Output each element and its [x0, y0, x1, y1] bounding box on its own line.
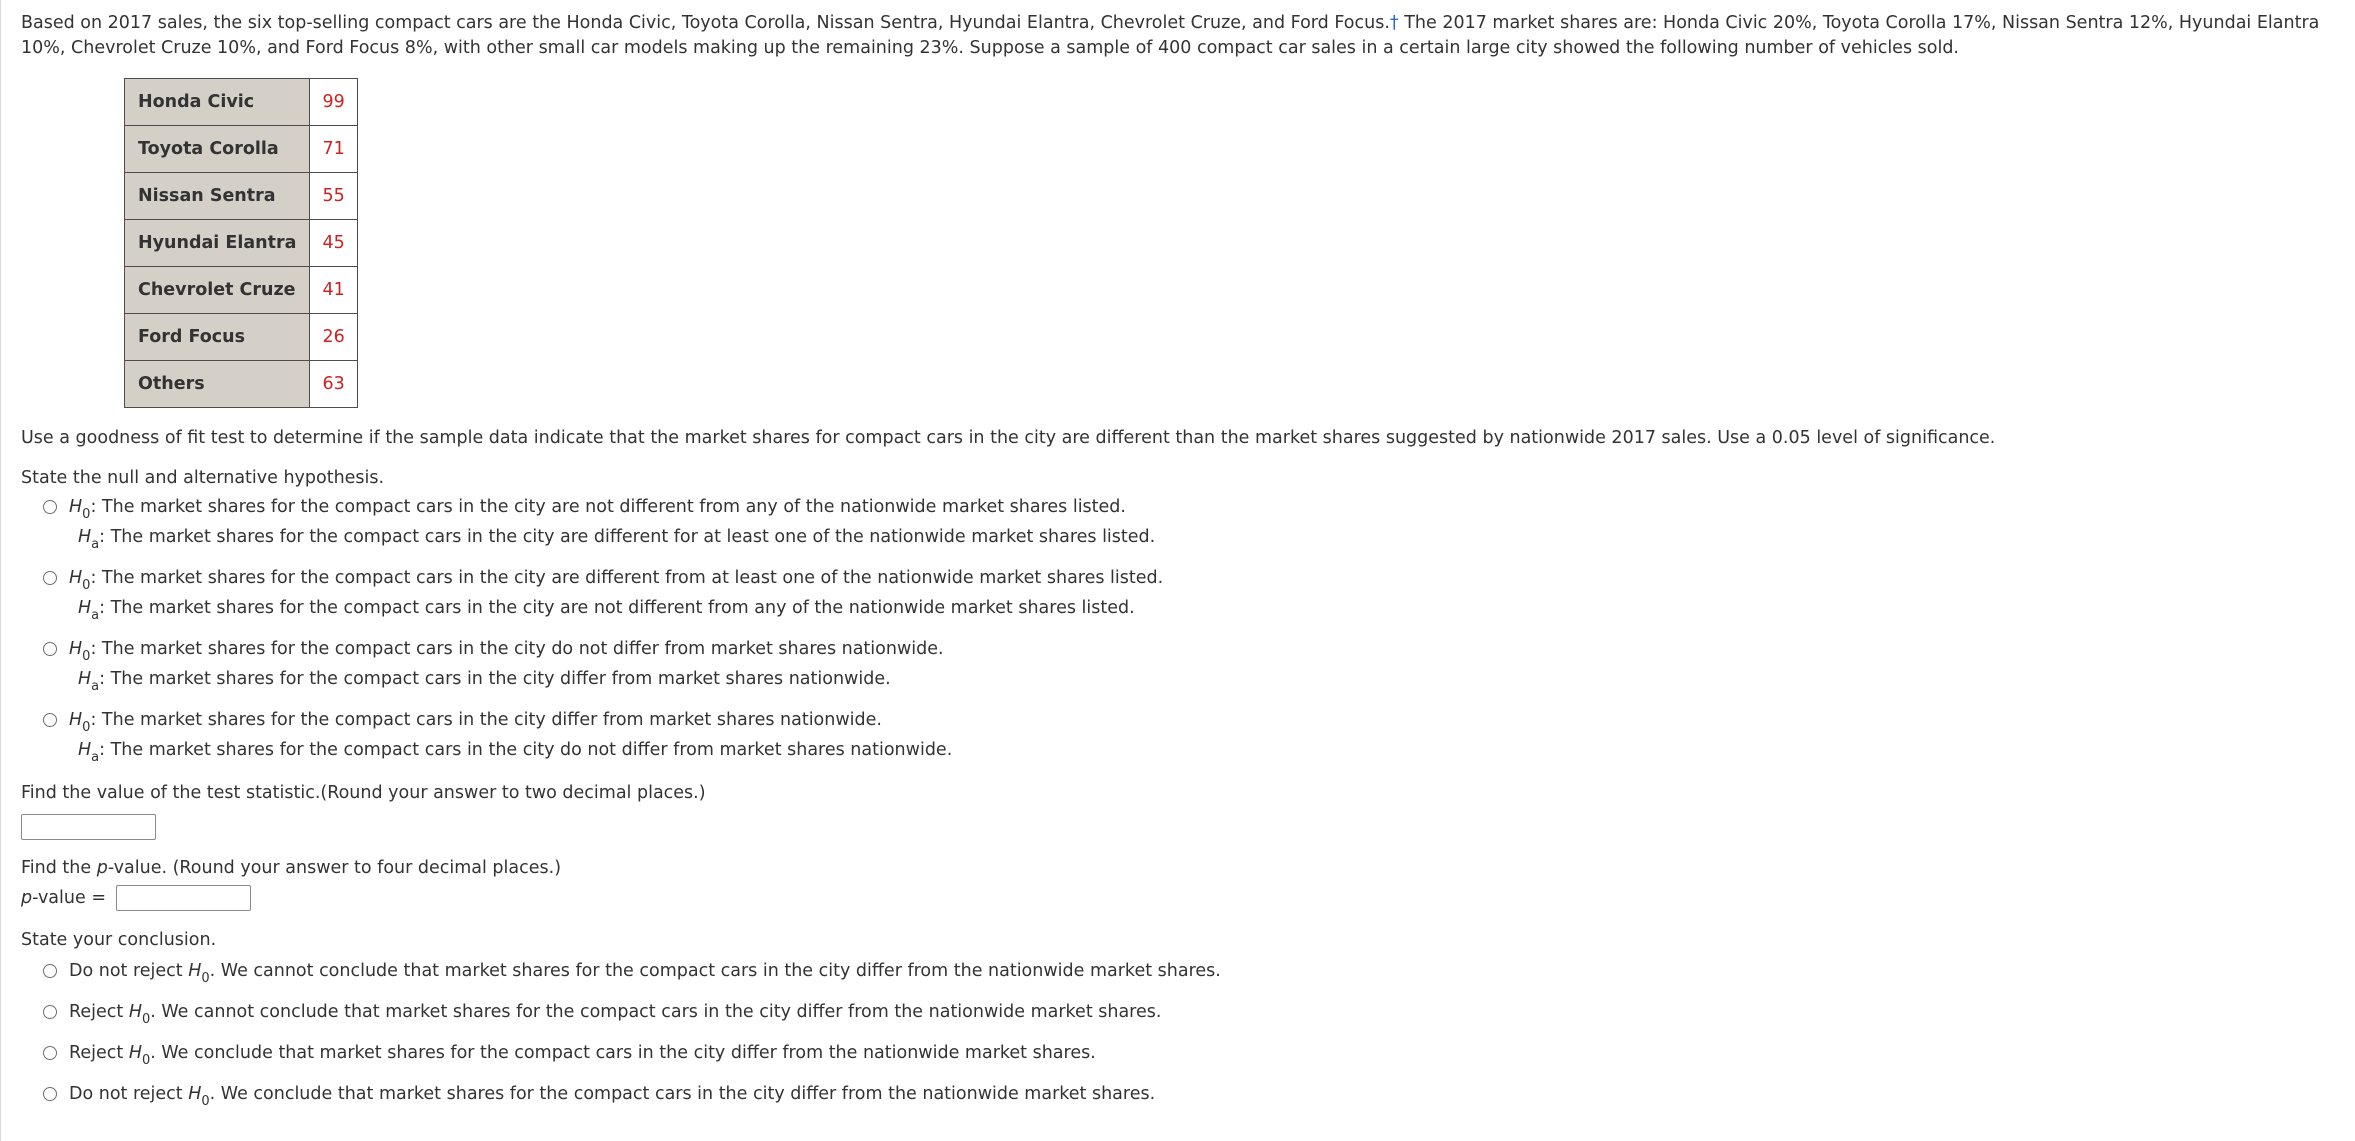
h0-subscript: 0 [82, 720, 91, 735]
h0-subscript: 0 [142, 1053, 151, 1068]
hypothesis-option-1[interactable] [21, 492, 2341, 552]
alt-hypothesis-text: : The market shares for the compact cars in the city do not differ from market shares nationwide. [99, 740, 953, 760]
conclusion-option-3[interactable] [21, 1038, 2341, 1068]
radio-button[interactable] [43, 642, 57, 656]
car-name-cell: Others [125, 361, 310, 408]
radio-button[interactable] [43, 571, 57, 585]
null-hypothesis-text: : The market shares for the compact cars in the city do not differ from market shares nationwide. [90, 639, 944, 659]
conclusion-text-start: Do not reject [69, 961, 189, 981]
sales-table [124, 78, 358, 408]
hypothesis-prompt: State the null and alternative hypothesis. [21, 468, 385, 488]
conclusion-prompt: State your conclusion. [21, 930, 217, 950]
alt-hypothesis-text: : The market shares for the compact cars in the city are not different from any of the nationwide market shares listed. [99, 598, 1135, 618]
instruction-text: Use a goodness of fit test to determine if the sample data indicate that the market shares for compact cars in the city are different than the market shares suggested by nationwide 2017 sales. Use a 0.05 level of significance. [21, 428, 1996, 448]
radio-button[interactable] [43, 964, 57, 978]
car-name-cell: Chevrolet Cruze [125, 267, 310, 314]
car-count-cell: 26 [310, 314, 357, 361]
p-value-label [21, 888, 106, 908]
car-count-cell: 45 [310, 220, 357, 267]
h-symbol: H [69, 639, 83, 659]
null-hypothesis-text: : The market shares for the compact cars in the city are different from at least one of the nationwide market shares listed. [90, 568, 1164, 588]
hypothesis-option-4[interactable] [21, 705, 2341, 765]
car-count-cell: 71 [310, 126, 357, 173]
null-hypothesis-text: : The market shares for the compact cars in the city are not different from any of the nationwide market shares listed. [90, 497, 1126, 517]
p-value-prompt [21, 856, 2341, 880]
intro-text-after: The 2017 market shares are: Honda Civic 20%, Toyota Corolla 17%, Nissan Sentra 12%, Hyundai Elantra 10%, Chevrolet Cruze 10%, and Ford Focus 8%, with other small car models making up the remaining 23%. Suppose a sample of 400 compact car sales in a certain large city showed the following number of vehicles sold. [21, 13, 2320, 58]
p-value-row [21, 884, 2341, 912]
car-name-cell: Toyota Corolla [125, 126, 310, 173]
alt-hypothesis-line [69, 664, 2341, 694]
intro-text-before: Based on 2017 sales, the six top-selling compact cars are the Honda Civic, Toyota Corolla, Nissan Sentra, Hyundai Elantra, Chevrolet Cruze, and Ford Focus. [21, 13, 1390, 33]
p-italic: p [21, 888, 33, 908]
h0-subscript: 0 [82, 507, 91, 522]
null-hypothesis-line [69, 563, 2341, 593]
null-hypothesis-text: : The market shares for the compact cars in the city differ from market shares nationwide. [90, 710, 882, 730]
conclusion-text-start: Reject [69, 1043, 129, 1063]
alt-hypothesis-line [69, 522, 2341, 552]
test-statistic-input[interactable] [21, 814, 156, 840]
h-symbol: H [78, 669, 92, 689]
table-row [125, 126, 358, 173]
table-row [125, 267, 358, 314]
table-row [125, 79, 358, 126]
car-name-cell: Honda Civic [125, 79, 310, 126]
car-name-cell: Hyundai Elantra [125, 220, 310, 267]
hypothesis-option-3[interactable] [21, 634, 2341, 694]
h0-subscript: 0 [82, 578, 91, 593]
conclusion-option-2[interactable] [21, 997, 2341, 1027]
table-row [125, 314, 358, 361]
car-name-cell: Ford Focus [125, 314, 310, 361]
conclusion-text-start: Reject [69, 1002, 129, 1022]
test-statistic-prompt: Find the value of the test statistic.(Round your answer to two decimal places.) [21, 783, 706, 803]
h0-subscript: 0 [142, 1012, 151, 1027]
radio-button[interactable] [43, 500, 57, 514]
alt-hypothesis-line [69, 593, 2341, 623]
conclusion-text-end: . We cannot conclude that market shares for the compact cars in the city differ from the nationwide market shares. [150, 1002, 1162, 1022]
car-name-cell: Nissan Sentra [125, 173, 310, 220]
conclusion-text-end: . We cannot conclude that market shares for the compact cars in the city differ from the nationwide market shares. [209, 961, 1221, 981]
p-value-prompt-end: -value. (Round your answer to four decimal places.) [107, 858, 562, 878]
h-symbol: H [78, 740, 92, 760]
table-row [125, 220, 358, 267]
alt-hypothesis-text: : The market shares for the compact cars in the city are different for at least one of the nationwide market shares listed. [99, 527, 1156, 547]
h-symbol: H [128, 1043, 142, 1063]
conclusion-text-end: . We conclude that market shares for the compact cars in the city differ from the nationwide market shares. [209, 1084, 1156, 1104]
ha-subscript: a [91, 750, 100, 765]
alt-hypothesis-line [69, 735, 2341, 765]
h0-subscript: 0 [201, 1094, 210, 1109]
page-left-border [0, 0, 1, 1141]
test-statistic-row [21, 814, 2341, 840]
p-value-input[interactable] [116, 885, 251, 911]
conclusion-option-1[interactable] [21, 956, 2341, 986]
problem-intro [21, 11, 2341, 61]
radio-button[interactable] [43, 1046, 57, 1060]
car-count-cell: 41 [310, 267, 357, 314]
h-symbol: H [69, 710, 83, 730]
ha-subscript: a [91, 679, 100, 694]
ha-subscript: a [91, 608, 100, 623]
radio-button[interactable] [43, 1005, 57, 1019]
ha-subscript: a [91, 537, 100, 552]
table-row [125, 173, 358, 220]
p-italic: p [96, 858, 108, 878]
null-hypothesis-line [69, 634, 2341, 664]
h-symbol: H [78, 598, 92, 618]
car-count-cell: 63 [310, 361, 357, 408]
h-symbol: H [78, 527, 92, 547]
h-symbol: H [188, 961, 202, 981]
table-row [125, 361, 358, 408]
conclusion-option-4[interactable] [21, 1079, 2341, 1109]
null-hypothesis-line [69, 492, 2341, 522]
question-content [21, 11, 2341, 1109]
conclusion-text-start: Do not reject [69, 1084, 189, 1104]
h-symbol: H [69, 568, 83, 588]
h0-subscript: 0 [201, 971, 210, 986]
footnote-link[interactable]: † [1389, 13, 1399, 33]
p-value-prompt-start: Find the [21, 858, 97, 878]
h-symbol: H [69, 497, 83, 517]
null-hypothesis-line [69, 705, 2341, 735]
h0-subscript: 0 [82, 649, 91, 664]
radio-button[interactable] [43, 1087, 57, 1101]
h-symbol: H [128, 1002, 142, 1022]
hypothesis-option-2[interactable] [21, 563, 2341, 623]
conclusion-text-end: . We conclude that market shares for the compact cars in the city differ from the nationwide market shares. [150, 1043, 1096, 1063]
radio-button[interactable] [43, 713, 57, 727]
car-count-cell: 55 [310, 173, 357, 220]
alt-hypothesis-text: : The market shares for the compact cars in the city differ from market shares nationwide. [99, 669, 891, 689]
p-value-label-text: -value = [32, 888, 106, 908]
car-count-cell: 99 [310, 79, 357, 126]
h-symbol: H [188, 1084, 202, 1104]
